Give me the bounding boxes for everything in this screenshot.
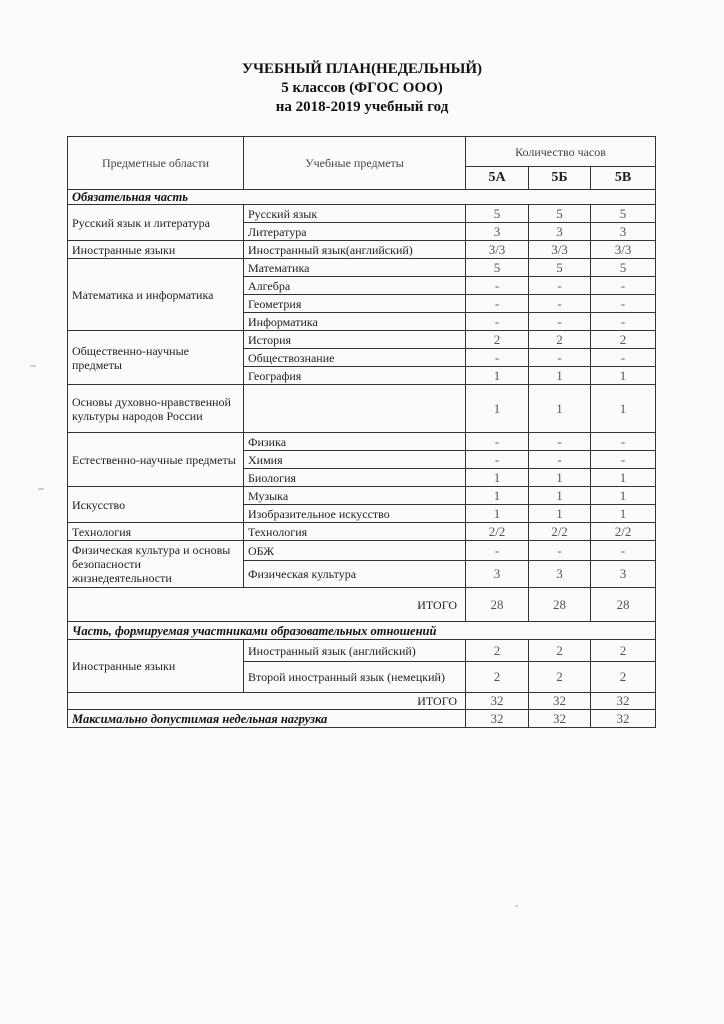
hours-cell: 1 [466,505,529,523]
header-hours: Количество часов [466,137,656,167]
subject-name: Иностранный язык (английский) [244,640,466,662]
table-row [68,241,656,259]
hours-cell: 2 [466,662,529,693]
subject-name: Технология [244,523,466,541]
table-row [68,433,656,451]
hours-cell: 1 [591,487,656,505]
subject-name: Обществознание [244,349,466,367]
hours-cell: - [466,451,529,469]
table-row [68,523,656,541]
section-heading: Обязательная часть [68,190,656,205]
table-row [68,487,656,505]
subject-area: Физическая культура и основы безопасности жизнедеятельности [68,541,244,588]
hours-cell: 2 [466,331,529,349]
hours-cell: 3/3 [529,241,591,259]
subject-name: Алгебра [244,277,466,295]
hours-cell: - [529,277,591,295]
hours-cell: 1 [529,487,591,505]
hours-cell: 5 [466,205,529,223]
hours-cell: - [466,313,529,331]
subject-name: Литература [244,223,466,241]
hours-cell: 5 [591,259,656,277]
hours-cell: - [529,433,591,451]
subject-name: География [244,367,466,385]
hours-cell: 2 [591,331,656,349]
hours-cell: 1 [591,469,656,487]
total-hours: 28 [529,588,591,622]
hours-cell: 1 [591,385,656,433]
table-row [68,541,656,561]
hours-cell: - [591,451,656,469]
header-areas: Предметные области [68,137,244,190]
hours-cell: 2 [529,662,591,693]
hours-cell: - [529,451,591,469]
header-class: 5А [466,167,529,190]
total-hours: 32 [529,693,591,710]
hours-cell: 5 [529,259,591,277]
hours-cell: 2 [591,662,656,693]
total-label: ИТОГО [68,693,466,710]
subject-name: Иностранный язык(английский) [244,241,466,259]
hours-cell: - [466,433,529,451]
hours-cell: - [466,295,529,313]
subject-name: ОБЖ [244,541,466,561]
hours-cell: 2 [466,640,529,662]
total-hours: 32 [466,710,529,728]
table-row [68,710,656,728]
hours-cell: 3/3 [466,241,529,259]
curriculum-table [67,136,656,728]
hours-cell: 3/3 [591,241,656,259]
subject-area: Технология [68,523,244,541]
hours-cell: 2/2 [466,523,529,541]
hours-cell: 2/2 [529,523,591,541]
subject-area: Естественно-научные предметы [68,433,244,487]
hours-cell: - [591,433,656,451]
total-hours: 32 [591,710,656,728]
subject-name: Музыка [244,487,466,505]
hours-cell: 2 [529,640,591,662]
subject-area: Математика и информатика [68,259,244,331]
document-title: УЧЕБНЫЙ ПЛАН(НЕДЕЛЬНЫЙ) [241,61,483,77]
hours-cell: - [591,295,656,313]
document-year: на 2018-2019 учебный год [275,99,449,115]
hours-cell: - [529,541,591,561]
hours-cell: - [529,313,591,331]
table-row [68,588,656,622]
header-subjects: Учебные предметы [244,137,466,190]
hours-cell: - [529,295,591,313]
hours-cell: - [466,277,529,295]
hours-cell: 1 [466,367,529,385]
hours-cell: 2 [529,331,591,349]
section-heading: Часть, формируемая участниками образовательных отношений [68,622,656,640]
total-hours: 28 [466,588,529,622]
hours-cell: 3 [529,223,591,241]
document-subtitle: 5 классов (ФГОС ООО) [281,80,443,96]
hours-cell: 3 [591,223,656,241]
table-row [68,259,656,277]
subject-name: Геометрия [244,295,466,313]
total-hours: 32 [466,693,529,710]
subject-area: Общественно-научные предметы [68,331,244,385]
table-row [68,693,656,710]
hours-cell: 3 [591,561,656,588]
hours-cell: - [591,313,656,331]
subject-name: Изобразительное искусство [244,505,466,523]
hours-cell: 1 [591,505,656,523]
subject-area: Искусство [68,487,244,523]
hours-cell: 5 [529,205,591,223]
subject-name: Физическая культура [244,561,466,588]
hours-cell: - [591,277,656,295]
hours-cell: 2/2 [591,523,656,541]
hours-cell: 3 [466,561,529,588]
subject-name: Русский язык [244,205,466,223]
total-hours: 32 [591,693,656,710]
hours-cell: - [466,349,529,367]
hours-cell: 2 [591,640,656,662]
total-label: Максимально допустимая недельная нагрузка [68,710,466,728]
hours-cell: - [466,541,529,561]
subject-name: Химия [244,451,466,469]
subject-name: Физика [244,433,466,451]
hours-cell: 5 [466,259,529,277]
subject-name: Биология [244,469,466,487]
table-row [68,385,656,433]
hours-cell: 1 [529,367,591,385]
hours-cell: 1 [466,385,529,433]
table-row [68,205,656,223]
total-hours: 32 [529,710,591,728]
hours-cell: 1 [529,469,591,487]
subject-name: Математика [244,259,466,277]
hours-cell: - [529,349,591,367]
header-class: 5Б [529,167,591,190]
subject-name [244,385,466,433]
hours-cell: 5 [591,205,656,223]
subject-area: Русский язык и литература [68,205,244,241]
subject-name: История [244,331,466,349]
subject-name: Второй иностранный язык (немецкий) [244,662,466,693]
hours-cell: - [591,349,656,367]
hours-cell: 1 [591,367,656,385]
hours-cell: 3 [466,223,529,241]
hours-cell: 1 [529,385,591,433]
table-row [68,640,656,662]
hours-cell: - [591,541,656,561]
hours-cell: 1 [529,505,591,523]
table-row [68,622,656,640]
total-hours: 28 [591,588,656,622]
hours-cell: 1 [466,487,529,505]
subject-area: Иностранные языки [68,241,244,259]
subject-area: Основы духовно-нравственной культуры народов России [68,385,244,433]
table-row [68,331,656,349]
table-row [68,190,656,205]
subject-area: Иностранные языки [68,640,244,693]
hours-cell: 1 [466,469,529,487]
header-class: 5В [591,167,656,190]
hours-cell: 3 [529,561,591,588]
total-label: ИТОГО [68,588,466,622]
subject-name: Информатика [244,313,466,331]
